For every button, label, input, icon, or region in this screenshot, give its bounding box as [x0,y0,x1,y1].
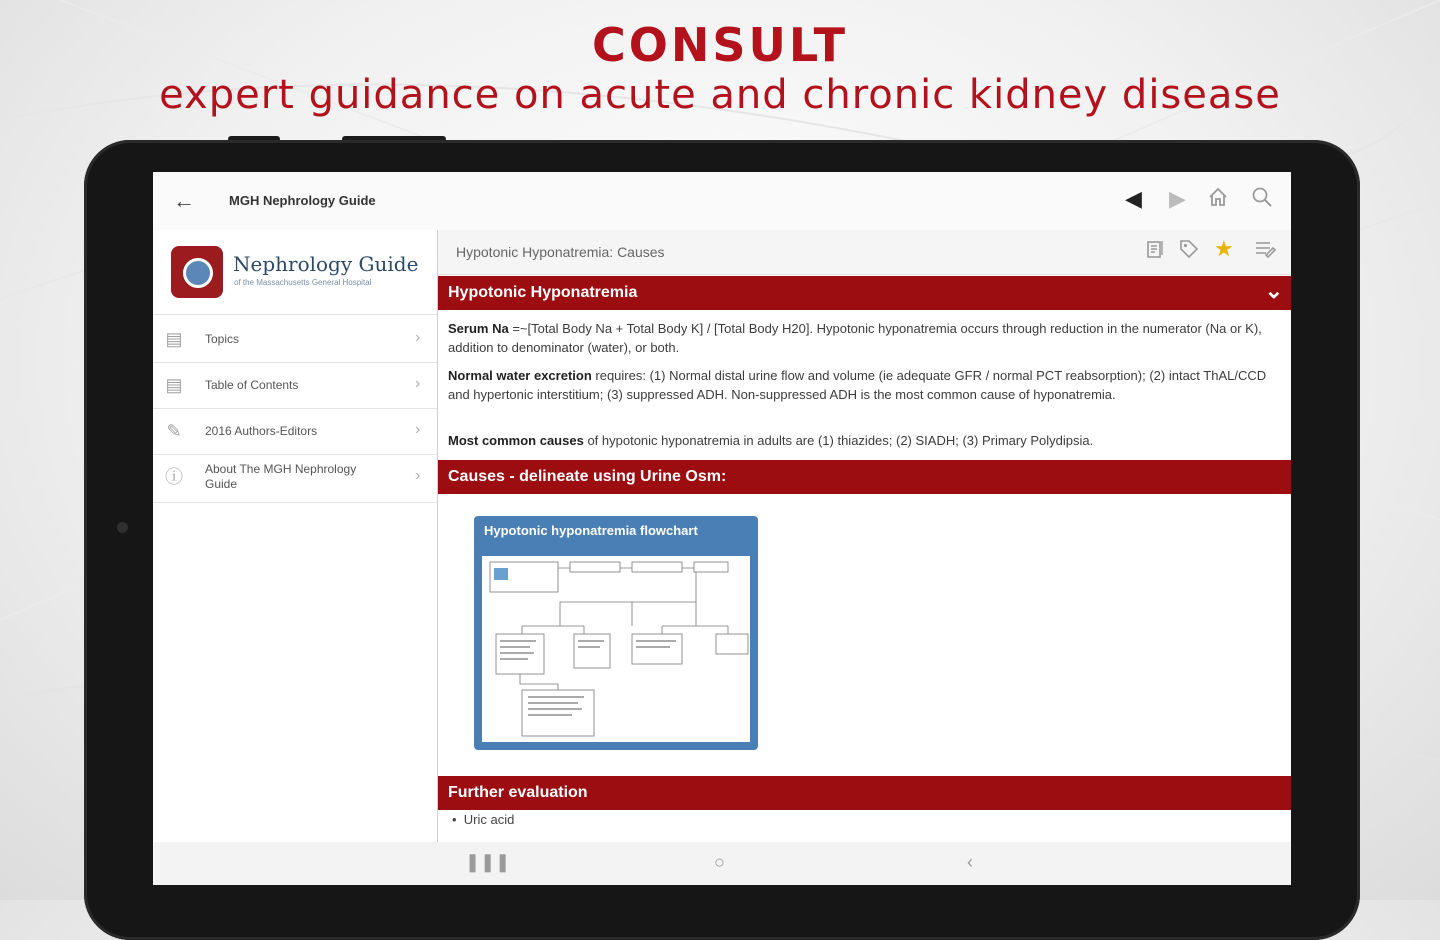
sidebar-item-label: About The MGH Nephrology Guide [205,462,357,491]
tablet-camera [117,522,128,533]
edit-icon: ✎ [166,421,182,441]
section-header-hypotonic-hyponatremia[interactable] [438,276,1291,310]
info-icon: ⓘ [165,467,183,487]
tag-icon[interactable] [1178,238,1200,266]
divider [153,314,437,315]
arrow-left-icon[interactable]: ← [173,188,195,213]
paragraph-serum-na [448,319,1278,357]
paragraph-water-excretion [448,366,1278,404]
app-title: MGH Nephrology Guide [229,193,376,208]
section-title: Further evaluation [448,784,588,801]
search-icon[interactable] [1251,186,1273,214]
sidebar-item-authors-editors[interactable] [153,408,437,454]
paragraph-text: =~[Total Body Na + Total Body K] / [Total Body H20]. Hypotonic hyponatremia occurs through reduction in the numerator (Na or K), addition to denominator (water), or both. [448,321,1262,355]
sidebar-item-label: Table of Contents [205,378,299,392]
chevron-right-icon: › [415,375,421,392]
home-circle-icon[interactable]: ○ [714,852,725,872]
document-icon: ▤ [165,375,183,395]
sidebar-item-topics[interactable] [153,316,437,362]
content-panel [438,230,1291,842]
section-title: Causes - delineate using Urine Osm: [448,468,727,485]
notes-icon[interactable] [1254,238,1278,266]
sidebar [153,230,438,842]
home-icon[interactable] [1207,186,1229,214]
back-chevron-icon[interactable]: ‹ [967,852,973,872]
history-icon[interactable] [1144,238,1166,266]
sidebar-item-label: 2016 Authors-Editors [205,424,318,438]
star-icon[interactable]: ★ [1214,236,1234,261]
caret-right-icon[interactable]: ▶ [1169,186,1186,211]
sidebar-item-about[interactable] [153,454,437,502]
term: Serum Na [448,321,509,336]
page-title: Hypotonic Hyponatremia: Causes [456,244,665,260]
bullet-icon: • [452,812,464,827]
divider [153,502,437,503]
term: Most common causes [448,433,584,448]
hero-subtitle: expert guidance on acute and chronic kidney disease [159,72,1281,118]
content-header [438,230,1291,275]
list-item [452,812,514,827]
flowchart-title: Hypotonic hyponatremia flowchart [484,523,698,538]
app-logo [171,246,223,298]
logo-subtext: of the Massachusetts General Hospital [234,278,372,287]
list-icon: ▤ [165,329,183,349]
paragraph-text: requires: (1) Normal distal urine flow and volume (ie adequate GFR / normal PCT reabsorption); (2) intact ThAL/CCD and hypertonic interstitium; (3) suppressed ADH. Non-suppressed ADH is the most common cause of hyponatremia. [448,368,1267,402]
chevron-right-icon: › [415,467,421,484]
chevron-right-icon: › [415,329,421,346]
caret-left-icon[interactable]: ◀ [1125,186,1142,211]
sidebar-item-label: Topics [205,332,240,346]
app-bar [153,172,1291,231]
chevron-right-icon: › [415,421,421,438]
section-header-causes[interactable] [438,460,1291,494]
flowchart-thumbnail[interactable] [482,556,750,742]
sidebar-item-table-of-contents[interactable] [153,362,437,408]
recents-icon[interactable]: ❚❚❚ [465,852,511,872]
chevron-down-icon[interactable]: ⌄ [1264,278,1283,303]
term: Normal water excretion [448,368,592,383]
section-header-further-evaluation[interactable] [438,776,1291,810]
section-title: Hypotonic Hyponatremia [448,284,638,301]
system-nav-bar [153,842,1291,885]
paragraph-common-causes [448,431,1278,450]
flowchart-card[interactable] [474,516,758,750]
logo-text: Nephrology Guide [233,252,419,276]
hero-title: CONSULT [592,18,848,72]
tablet-screen [153,172,1291,885]
list-item-text: Uric acid [463,812,515,827]
paragraph-text: of hypotonic hyponatremia in adults are (1) thiazides; (2) SIADH; (3) Primary Polydipsia. [583,433,1094,448]
